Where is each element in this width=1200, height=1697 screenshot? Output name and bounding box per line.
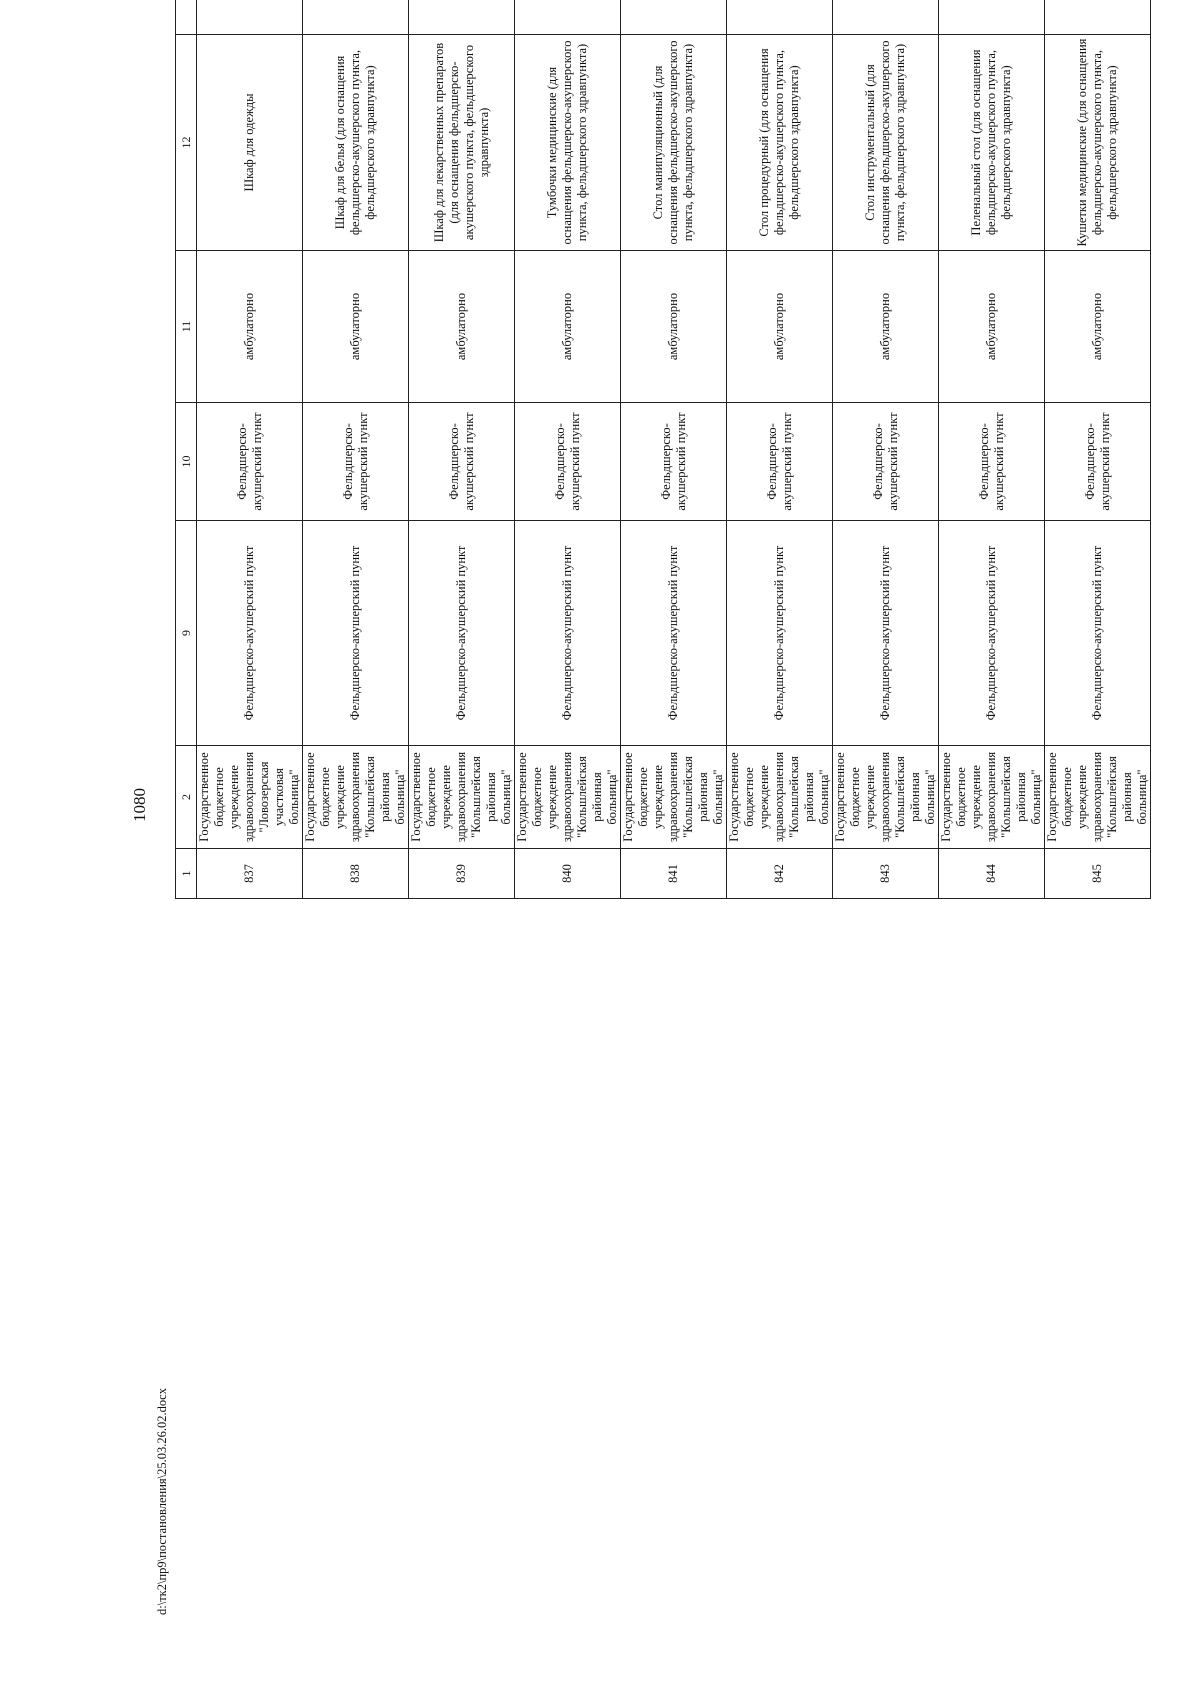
table-row [197, 0, 303, 899]
row-number-cell: 842 [727, 849, 833, 899]
table-row [621, 0, 727, 899]
institution-cell: Государственное бюджетное учреждение здравоохранения "Ловозерская участковая больница" [197, 746, 303, 849]
rotated-table-frame [175, 38, 1149, 1592]
column-13-cell [515, 0, 621, 35]
institution-cell: Государственное бюджетное учреждение здравоохранения "Кольшлейская районная больница" [727, 746, 833, 849]
column-13-cell [621, 0, 727, 35]
page-number: 1080 [130, 788, 149, 822]
table-row [515, 0, 621, 899]
unit-type-cell: Фельдшерско-акушерский пункт [515, 521, 621, 746]
table-sheet [175, 0, 1149, 899]
equipment-name-cell: Кушетки медицинские (для оснащения фельдшерско-акушерского пункта, фельдшерского здравпункта) [1045, 35, 1151, 251]
column-number-row [176, 0, 197, 899]
unit-type-cell: Фельдшерско-акушерский пункт [1045, 521, 1151, 746]
column-number: 10 [176, 403, 197, 521]
column-number: 11 [176, 251, 197, 403]
institution-cell: Государственное бюджетное учреждение здравоохранения "Кольшлейская районная больница" [833, 746, 939, 849]
care-conditions-cell: амбулаторно [1045, 251, 1151, 403]
subdivision-cell: Фельдшерско-акушерский пункт [197, 403, 303, 521]
care-conditions-cell: амбулаторно [409, 251, 515, 403]
care-conditions-cell: амбулаторно [515, 251, 621, 403]
table-row [303, 0, 409, 899]
unit-type-cell: Фельдшерско-акушерский пункт [939, 521, 1045, 746]
care-conditions-cell: амбулаторно [939, 251, 1045, 403]
institution-cell: Государственное бюджетное учреждение здравоохранения "Кольшлейская районная больница" [515, 746, 621, 849]
column-13-cell [303, 0, 409, 35]
equipment-name-cell: Шкаф для белья (для оснащения фельдшерско-акушерского пункта, фельдшерского здравпункта) [303, 35, 409, 251]
institution-cell: Государственное бюджетное учреждение здравоохранения "Кольшлейская районная больница" [621, 746, 727, 849]
column-13-cell [939, 0, 1045, 35]
table-row [1045, 0, 1151, 899]
unit-type-cell: Фельдшерско-акушерский пункт [621, 521, 727, 746]
care-conditions-cell: амбулаторно [833, 251, 939, 403]
unit-type-cell: Фельдшерско-акушерский пункт [409, 521, 515, 746]
institution-cell: Государственное бюджетное учреждение здравоохранения "Кольшлейская районная больница" [303, 746, 409, 849]
column-13-cell [1045, 0, 1151, 35]
column-number: 9 [176, 521, 197, 746]
table-row [833, 0, 939, 899]
equipment-name-cell: Шкаф для лекарственных препаратов (для оснащения фельдшерско-акушерского пункта, фельдшерского здравпункта) [409, 35, 515, 251]
unit-type-cell: Фельдшерско-акушерский пункт [197, 521, 303, 746]
row-number-cell: 837 [197, 849, 303, 899]
row-number-cell: 844 [939, 849, 1045, 899]
column-13-cell [409, 0, 515, 35]
unit-type-cell: Фельдшерско-акушерский пункт [727, 521, 833, 746]
column-number: 1 [176, 849, 197, 899]
unit-type-cell: Фельдшерско-акушерский пункт [303, 521, 409, 746]
footer-file-path: d:\тк2\пр9\постановления\25.03.26.02.docx [155, 1388, 169, 1615]
table-row [409, 0, 515, 899]
row-number-cell: 839 [409, 849, 515, 899]
column-13-cell [727, 0, 833, 35]
row-number-cell: 838 [303, 849, 409, 899]
table-row [727, 0, 833, 899]
row-number-cell: 845 [1045, 849, 1151, 899]
subdivision-cell: Фельдшерско-акушерский пункт [303, 403, 409, 521]
institution-cell: Государственное бюджетное учреждение здравоохранения "Кольшлейская районная больница" [939, 746, 1045, 849]
care-conditions-cell: амбулаторно [197, 251, 303, 403]
row-number-cell: 843 [833, 849, 939, 899]
equipment-name-cell: Стол манипуляционный (для оснащения фельдшерско-акушерского пункта, фельдшерского здравпункта) [621, 35, 727, 251]
table-row [939, 0, 1045, 899]
care-conditions-cell: амбулаторно [727, 251, 833, 403]
row-number-cell: 840 [515, 849, 621, 899]
equipment-name-cell: Пеленальный стол (для оснащения фельдшерско-акушерского пункта, фельдшерского здравпункта) [939, 35, 1045, 251]
column-number [176, 0, 197, 35]
subdivision-cell: Фельдшерско-акушерский пункт [727, 403, 833, 521]
equipment-name-cell: Стол процедурный (для оснащения фельдшерско-акушерского пункта, фельдшерского здравпункта) [727, 35, 833, 251]
unit-type-cell: Фельдшерско-акушерский пункт [833, 521, 939, 746]
subdivision-cell: Фельдшерско-акушерский пункт [515, 403, 621, 521]
equipment-name-cell: Шкаф для одежды [197, 35, 303, 251]
subdivision-cell: Фельдшерско-акушерский пункт [833, 403, 939, 521]
equipment-name-cell: Тумбочки медицинские (для оснащения фельдшерско-акушерского пункта, фельдшерского здравпункта) [515, 35, 621, 251]
subdivision-cell: Фельдшерско-акушерский пункт [621, 403, 727, 521]
subdivision-cell: Фельдшерско-акушерский пункт [939, 403, 1045, 521]
column-number: 12 [176, 35, 197, 251]
equipment-name-cell: Стол инструментальный (для оснащения фельдшерско-акушерского пункта, фельдшерского здравпункта) [833, 35, 939, 251]
row-number-cell: 841 [621, 849, 727, 899]
institution-cell: Государственное бюджетное учреждение здравоохранения "Кольшлейская районная больница" [409, 746, 515, 849]
institution-cell: Государственное бюджетное учреждение здравоохранения "Кольшлейская районная больница" [1045, 746, 1151, 849]
subdivision-cell: Фельдшерско-акушерский пункт [1045, 403, 1151, 521]
equipment-table [175, 0, 1151, 899]
care-conditions-cell: амбулаторно [621, 251, 727, 403]
column-13-cell [833, 0, 939, 35]
column-number: 2 [176, 746, 197, 849]
column-13-cell [197, 0, 303, 35]
care-conditions-cell: амбулаторно [303, 251, 409, 403]
subdivision-cell: Фельдшерско-акушерский пункт [409, 403, 515, 521]
